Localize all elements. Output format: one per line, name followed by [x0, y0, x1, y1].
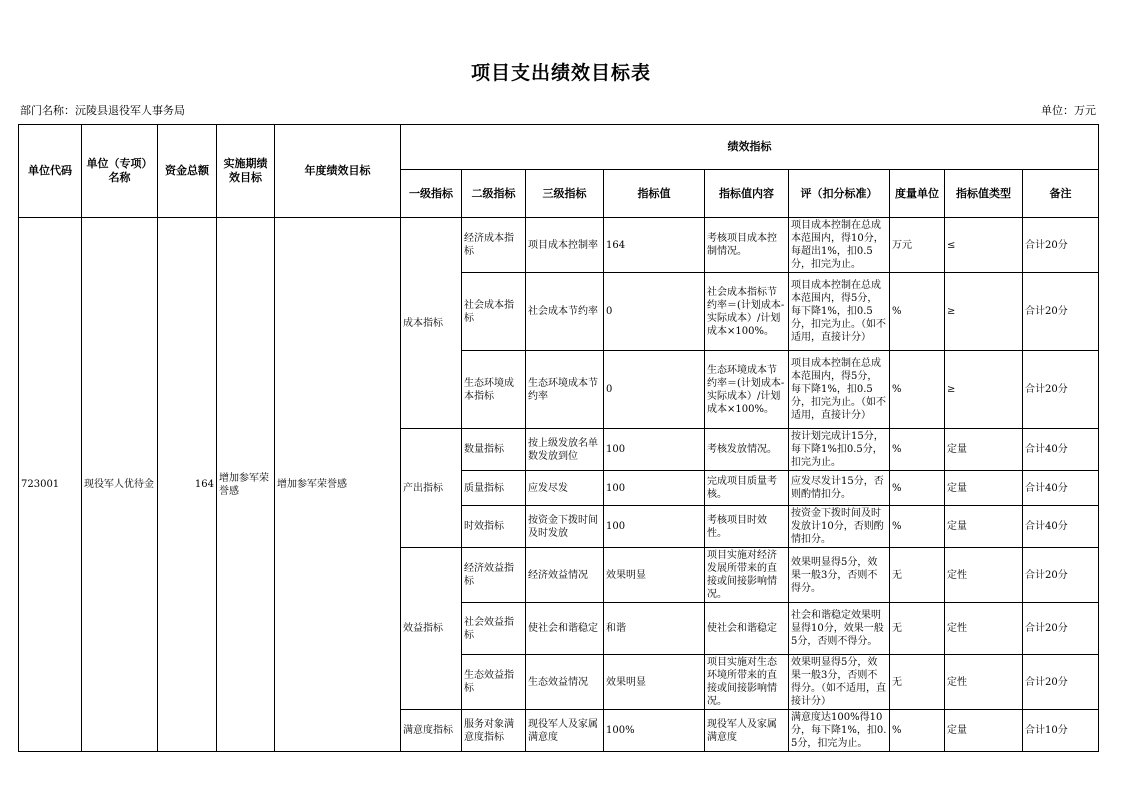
level1-cell: 产出指标 [401, 429, 462, 548]
level3-cell: 按上级发放名单数发放到位 [526, 429, 604, 471]
content-cell: 考核项目成本控制情况。 [705, 218, 789, 273]
header-content: 指标值内容 [705, 170, 789, 218]
level2-cell: 生态效益指标 [462, 655, 526, 710]
header-measure-unit: 度量单位 [890, 170, 945, 218]
value-type-cell: 定性 [945, 603, 1023, 655]
level1-cell: 成本指标 [401, 218, 462, 429]
level2-cell: 数量指标 [462, 429, 526, 471]
measure-unit-cell: % [890, 506, 945, 548]
level2-cell: 社会成本指标 [462, 273, 526, 351]
level3-cell: 应发尽发 [526, 471, 604, 506]
remark-cell: 合计40分 [1023, 429, 1099, 471]
value-type-cell: 定量 [945, 471, 1023, 506]
content-cell: 生态环境成本节约率＝(计划成本-实际成本）/计划成本×100%。 [705, 351, 789, 429]
measure-unit-cell: % [890, 429, 945, 471]
remark-cell: 合计20分 [1023, 548, 1099, 603]
remark-cell: 合计40分 [1023, 506, 1099, 548]
level1-cell: 满意度指标 [401, 710, 462, 752]
value-cell: 效果明显 [604, 548, 705, 603]
scoring-cell: 满意度达100%得10分，每下降1%，扣0.5分，扣完为止。 [789, 710, 890, 752]
level3-cell: 使社会和谐稳定 [526, 603, 604, 655]
remark-cell: 合计20分 [1023, 273, 1099, 351]
value-cell: 100 [604, 429, 705, 471]
content-cell: 考核项目时效性。 [705, 506, 789, 548]
level3-cell: 按资金下拨时间及时发放 [526, 506, 604, 548]
value-type-cell: 定量 [945, 429, 1023, 471]
remark-cell: 合计20分 [1023, 351, 1099, 429]
value-type-cell: 定性 [945, 655, 1023, 710]
level2-cell: 生态环境成本指标 [462, 351, 526, 429]
total-funds-cell: 164 [158, 218, 217, 752]
value-type-cell: ≤ [945, 218, 1023, 273]
remark-cell: 合计40分 [1023, 471, 1099, 506]
measure-unit-cell: % [890, 351, 945, 429]
annual-goal-cell: 增加参军荣誉感 [275, 218, 401, 752]
currency-unit: 单位：万元 [1041, 104, 1096, 117]
value-cell: 100% [604, 710, 705, 752]
value-cell: 100 [604, 471, 705, 506]
measure-unit-cell: % [890, 273, 945, 351]
content-cell: 完成项目质量考核。 [705, 471, 789, 506]
measure-unit-cell: 无 [890, 548, 945, 603]
value-type-cell: ≥ [945, 351, 1023, 429]
scoring-cell: 应发尽发计15分，否则酌情扣分。 [789, 471, 890, 506]
content-cell: 项目实施对生态环境所带来的直接或间接影响情况。 [705, 655, 789, 710]
value-type-cell: 定性 [945, 548, 1023, 603]
department-name: 部门名称：沅陵县退役军人事务局 [20, 104, 185, 117]
header-unit-code: 单位代码 [19, 125, 82, 218]
header-total-funds: 资金总额 [158, 125, 217, 218]
scoring-cell: 按资金下拨时间及时发放计10分，否则酌情扣分。 [789, 506, 890, 548]
performance-table [18, 124, 1099, 752]
header-unit-name: 单位（专项）名称 [82, 125, 158, 218]
level2-cell: 经济成本指标 [462, 218, 526, 273]
level3-cell: 现役军人及家属满意度 [526, 710, 604, 752]
level3-cell: 经济效益情况 [526, 548, 604, 603]
value-cell: 100 [604, 506, 705, 548]
header-implementation-goal: 实施期绩效目标 [217, 125, 275, 218]
value-cell: 效果明显 [604, 655, 705, 710]
header-level1: 一级指标 [401, 170, 462, 218]
value-cell: 0 [604, 351, 705, 429]
header-scoring: 评（扣分标准） [789, 170, 890, 218]
value-type-cell: 定量 [945, 506, 1023, 548]
page-title: 项目支出绩效目标表 [470, 62, 651, 84]
scoring-cell: 效果明显得5分，效果一般3分，否则不得分。（如不适用，直接计分） [789, 655, 890, 710]
content-cell: 项目实施对经济发展所带来的直接或间接影响情况。 [705, 548, 789, 603]
scoring-cell: 效果明显得5分，效果一般3分，否则不得分。 [789, 548, 890, 603]
remark-cell: 合计20分 [1023, 218, 1099, 273]
scoring-cell: 社会和谐稳定效果明显得10分，效果一般5分，否则不得分。 [789, 603, 890, 655]
header-indicators: 绩效指标 [401, 125, 1099, 170]
content-cell: 社会成本指标节约率＝(计划成本-实际成本）/计划成本×100%。 [705, 273, 789, 351]
remark-cell: 合计20分 [1023, 655, 1099, 710]
header-remark: 备注 [1023, 170, 1099, 218]
level2-cell: 时效指标 [462, 506, 526, 548]
implementation-goal-cell: 增加参军荣誉感 [217, 218, 275, 752]
value-cell: 和谐 [604, 603, 705, 655]
level3-cell: 社会成本节约率 [526, 273, 604, 351]
level3-cell: 生态环境成本节约率 [526, 351, 604, 429]
table-row [19, 218, 1099, 273]
header-level3: 三级指标 [526, 170, 604, 218]
level3-cell: 生态效益情况 [526, 655, 604, 710]
value-type-cell: ≥ [945, 273, 1023, 351]
scoring-cell: 项目成本控制在总成本范围内，得5分，每下降1%，扣0.5分，扣完为止。（如不适用，直接计分） [789, 351, 890, 429]
level2-cell: 社会效益指标 [462, 603, 526, 655]
measure-unit-cell: 无 [890, 655, 945, 710]
remark-cell: 合计10分 [1023, 710, 1099, 752]
measure-unit-cell: % [890, 471, 945, 506]
content-cell: 使社会和谐稳定 [705, 603, 789, 655]
measure-unit-cell: % [890, 710, 945, 752]
header-value-type: 指标值类型 [945, 170, 1023, 218]
scoring-cell: 项目成本控制在总成本范围内，得10分，每超出1%，扣0.5分，扣完为止。 [789, 218, 890, 273]
content-cell: 考核发放情况。 [705, 429, 789, 471]
level2-cell: 经济效益指标 [462, 548, 526, 603]
value-cell: 0 [604, 273, 705, 351]
header-value: 指标值 [604, 170, 705, 218]
level3-cell: 项目成本控制率 [526, 218, 604, 273]
level2-cell: 质量指标 [462, 471, 526, 506]
content-cell: 现役军人及家属满意度 [705, 710, 789, 752]
header-annual-goal: 年度绩效目标 [275, 125, 401, 218]
measure-unit-cell: 无 [890, 603, 945, 655]
scoring-cell: 项目成本控制在总成本范围内，得5分，每下降1%，扣0.5分，扣完为止。（如不适用，直接计分） [789, 273, 890, 351]
header-level2: 二级指标 [462, 170, 526, 218]
measure-unit-cell: 万元 [890, 218, 945, 273]
value-cell: 164 [604, 218, 705, 273]
remark-cell: 合计20分 [1023, 603, 1099, 655]
unit-code-cell: 723001 [19, 218, 82, 752]
scoring-cell: 按计划完成计15分，每下降1%扣0.5分，扣完为止。 [789, 429, 890, 471]
level2-cell: 服务对象满意度指标 [462, 710, 526, 752]
level1-cell: 效益指标 [401, 548, 462, 710]
value-type-cell: 定量 [945, 710, 1023, 752]
unit-name-cell: 现役军人优待金 [82, 218, 158, 752]
